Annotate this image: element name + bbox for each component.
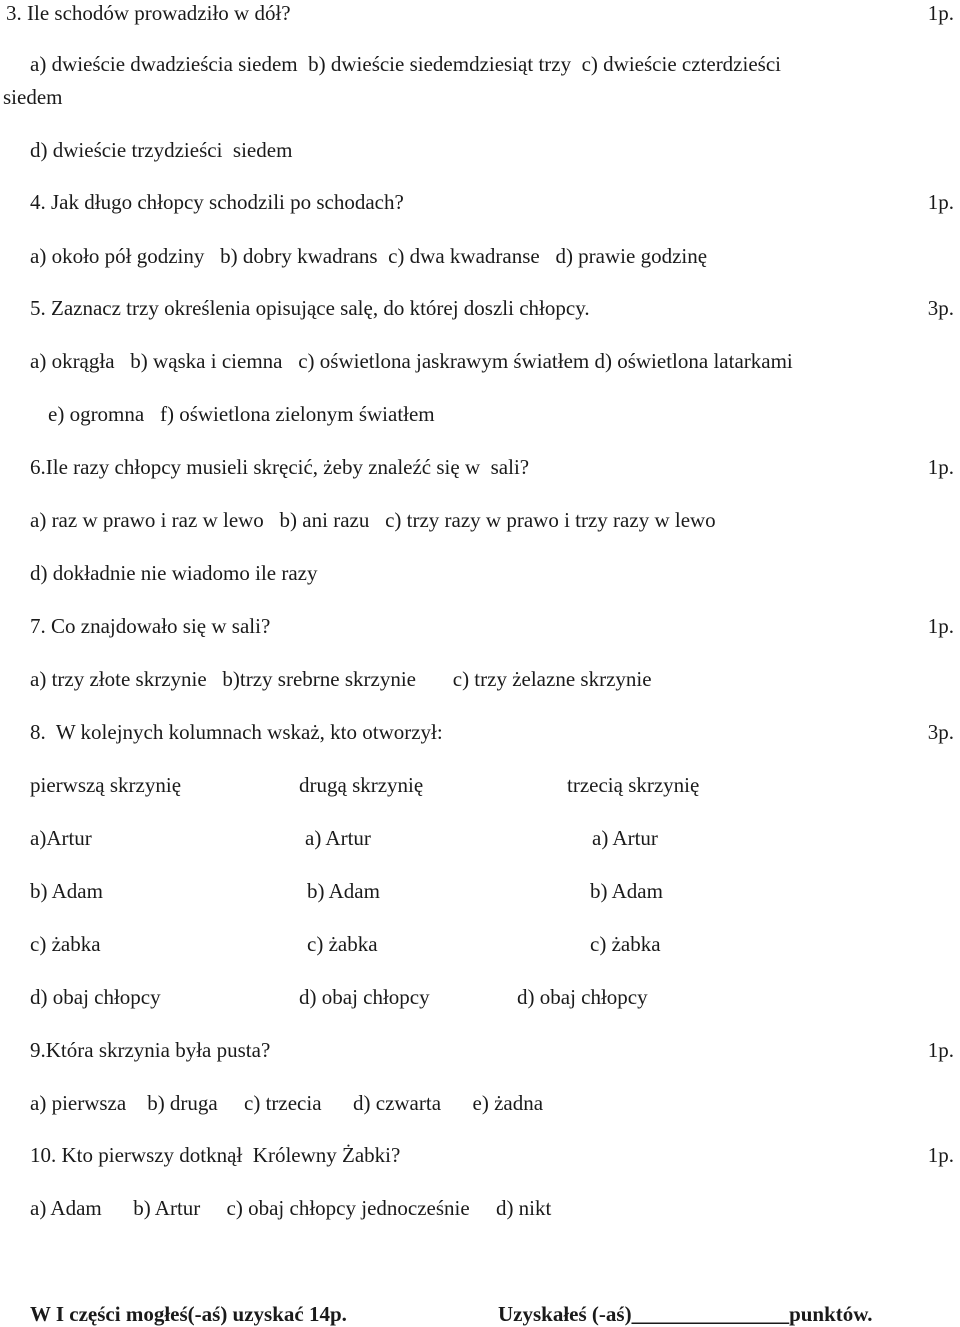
points-q4: 1p. <box>927 190 954 214</box>
points-q3: 1p. <box>927 1 954 25</box>
points-q9: 1p. <box>927 1038 954 1062</box>
answers-q3-line3: d) dwieście trzydzieści siedem <box>30 138 293 162</box>
col1-option-c: c) żabka <box>30 932 101 956</box>
col2-option-a: a) Artur <box>305 826 371 850</box>
col2-option-c: c) żabka <box>307 932 378 956</box>
answers-q5-line1: a) okrągła b) wąska i ciemna c) oświetlona jaskrawym światłem d) oświetlona latarkami <box>30 349 793 373</box>
points-q6: 1p. <box>927 455 954 479</box>
footer-max-points: W I części mogłeś(-aś) uzyskać 14p. <box>30 1302 347 1326</box>
col3-option-a: a) Artur <box>592 826 658 850</box>
answers-q5-line2: e) ogromna f) oświetlona zielonym światłem <box>48 402 435 426</box>
question-8: 8. W kolejnych kolumnach wskaż, kto otworzył: <box>30 720 443 744</box>
column-header-second-chest: drugą skrzynię <box>299 773 424 797</box>
points-q10: 1p. <box>927 1143 954 1167</box>
points-q5: 3p. <box>927 296 954 320</box>
answers-q7: a) trzy złote skrzynie b)trzy srebrne skrzynie c) trzy żelazne skrzynie <box>30 667 652 691</box>
question-3: 3. Ile schodów prowadziło w dół? <box>6 1 291 25</box>
column-header-third-chest: trzecią skrzynię <box>567 773 700 797</box>
points-q7: 1p. <box>927 614 954 638</box>
answers-q9: a) pierwsza b) druga c) trzecia d) czwarta e) żadna <box>30 1091 544 1115</box>
col1-option-a: a)Artur <box>30 826 92 850</box>
answers-q6-line2: d) dokładnie nie wiadomo ile razy <box>30 561 318 585</box>
answers-q4: a) około pół godziny b) dobry kwadrans c) dwa kwadranse d) prawie godzinę <box>30 244 708 268</box>
question-4: 4. Jak długo chłopcy schodzili po schodach? <box>30 190 404 214</box>
answers-q6-line1: a) raz w prawo i raz w lewo b) ani razu c) trzy razy w prawo i trzy razy w lewo <box>30 508 716 532</box>
col2-option-d: d) obaj chłopcy <box>299 985 430 1009</box>
col1-option-b: b) Adam <box>30 879 103 903</box>
col3-option-d: d) obaj chłopcy <box>517 985 648 1009</box>
question-7: 7. Co znajdowało się w sali? <box>30 614 271 638</box>
question-5: 5. Zaznacz trzy określenia opisujące salę, do której doszli chłopcy. <box>30 296 590 320</box>
col2-option-b: b) Adam <box>307 879 380 903</box>
col1-option-d: d) obaj chłopcy <box>30 985 161 1009</box>
points-q8: 3p. <box>927 720 954 744</box>
question-9: 9.Która skrzynia była pusta? <box>30 1038 271 1062</box>
answers-q3-line1: a) dwieście dwadzieścia siedem b) dwieście siedemdziesiąt trzy c) dwieście czterdzieści <box>30 52 781 76</box>
answers-q10: a) Adam b) Artur c) obaj chłopcy jednocześnie d) nikt <box>30 1196 552 1220</box>
footer-score-field: Uzyskałeś (-aś)_______________punktów. <box>498 1302 873 1326</box>
question-6: 6.Ile razy chłopcy musieli skręcić, żeby znaleźć się w sali? <box>30 455 530 479</box>
column-header-first-chest: pierwszą skrzynię <box>30 773 182 797</box>
col3-option-b: b) Adam <box>590 879 663 903</box>
col3-option-c: c) żabka <box>590 932 661 956</box>
answers-q3-line2: siedem <box>3 85 63 109</box>
question-10: 10. Kto pierwszy dotknął Królewny Żabki? <box>30 1143 401 1167</box>
